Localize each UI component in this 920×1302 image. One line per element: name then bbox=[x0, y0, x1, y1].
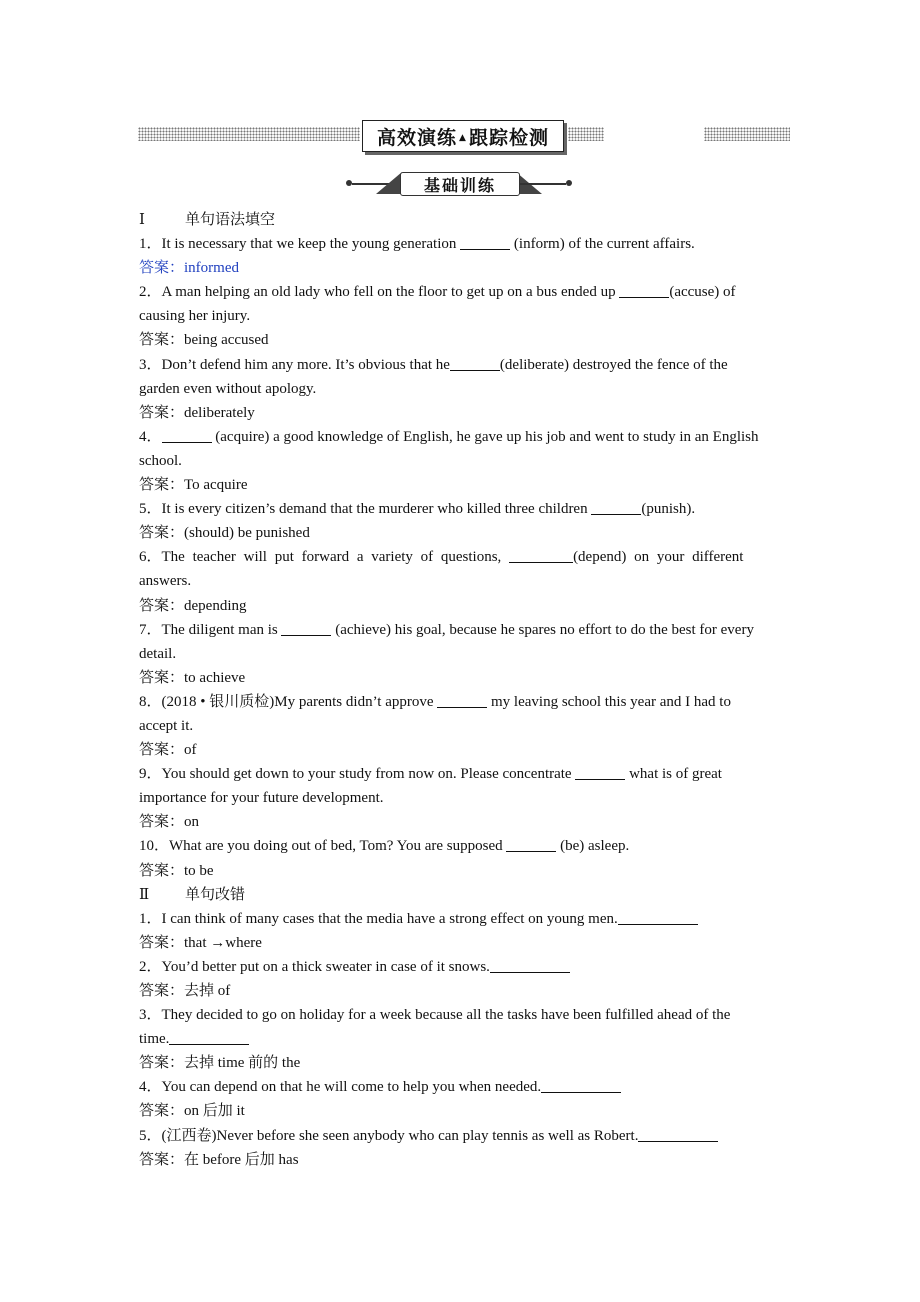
question-9 bbox=[139, 762, 811, 786]
answer-blank[interactable] bbox=[575, 765, 625, 780]
question-text: 3．Don’t defend him any more. It’s obvious that he bbox=[139, 356, 450, 373]
section-title: 单句改错 bbox=[185, 886, 246, 903]
section-heading bbox=[139, 883, 811, 907]
banner-title bbox=[362, 120, 564, 152]
question-3-cont: garden even without apology. bbox=[139, 380, 317, 397]
answer-blank[interactable] bbox=[618, 910, 698, 925]
question-2-cont: causing her injury. bbox=[139, 308, 251, 325]
banner-title-left: 高效演练 bbox=[377, 126, 458, 149]
question-text: 6．The teacher will put forward a variety of questions, bbox=[139, 549, 510, 566]
ornament-triangle-left bbox=[376, 172, 402, 194]
answer-blank[interactable] bbox=[169, 1030, 249, 1045]
question-1 bbox=[139, 232, 811, 256]
question-text: 8．(2018 • 银川质检)My parents didn’t approve bbox=[139, 693, 438, 710]
question-9-cont: importance for your future development. bbox=[139, 790, 384, 807]
answer-blank[interactable] bbox=[460, 235, 510, 250]
correction-4 bbox=[139, 1075, 811, 1099]
correction-5 bbox=[139, 1124, 811, 1148]
answer-blank[interactable] bbox=[490, 958, 570, 973]
question-text: (acquire) a good knowledge of English, he gave up his job and went to study in an English bbox=[211, 428, 759, 445]
question-text: (inform) of the current affairs. bbox=[510, 236, 695, 253]
question-text: my leaving school this year and I had to bbox=[487, 693, 731, 710]
question-text: (punish). bbox=[641, 501, 696, 518]
question-text: 9．You should get down to your study from now on. Please concentrate bbox=[139, 766, 576, 783]
question-7-cont: detail. bbox=[139, 645, 177, 662]
banner-dots-mid bbox=[568, 127, 604, 141]
question-6 bbox=[139, 545, 811, 569]
question-text: time. bbox=[139, 1031, 170, 1048]
correction-1 bbox=[139, 907, 811, 931]
question-text: 10．What are you doing out of bed, Tom? You are supposed bbox=[139, 838, 507, 855]
answer-blank[interactable] bbox=[506, 837, 556, 852]
question-6-cont: answers. bbox=[139, 573, 192, 590]
question-4 bbox=[139, 425, 811, 449]
correction-answer-4: 答案：on 后加 it bbox=[139, 1103, 245, 1120]
question-3 bbox=[139, 353, 811, 377]
answer-4: 答案：To acquire bbox=[139, 477, 248, 494]
question-text: 1．I can think of many cases that the media have a strong effect on young men. bbox=[139, 910, 618, 927]
correction-answer-2: 答案：去掉 of bbox=[139, 983, 231, 999]
subheading-title: 基础训练 bbox=[400, 172, 520, 196]
answer-3: 答案：deliberately bbox=[139, 404, 255, 421]
question-8-cont: accept it. bbox=[139, 717, 194, 734]
question-text: 5．(江西卷)Never before she seen anybody who can play tennis as well as Robert. bbox=[139, 1127, 639, 1144]
question-5 bbox=[139, 497, 811, 521]
banner-title-right: 跟踪检测 bbox=[468, 126, 549, 149]
answer-7: 答案：to achieve bbox=[139, 669, 246, 686]
correction-answer-3: 答案：去掉 time 前的 the bbox=[139, 1055, 301, 1072]
question-text: 5．It is every citizen’s demand that the murderer who killed three children bbox=[139, 501, 592, 518]
question-text: (achieve) his goal, because he spares no effort to do the best for every bbox=[331, 621, 754, 638]
banner-dots-left bbox=[138, 127, 360, 141]
answer-blank[interactable] bbox=[162, 428, 212, 443]
correction-3 bbox=[139, 1003, 811, 1027]
question-8 bbox=[139, 690, 811, 714]
banner-separator-icon: ▲ bbox=[459, 133, 467, 143]
question-text: what is of great bbox=[625, 766, 722, 783]
section-title: 单句语法填空 bbox=[185, 212, 276, 228]
question-text: 3．They decided to go on holiday for a week because all the tasks have been fulfilled ahead of the bbox=[139, 1007, 731, 1024]
answer-5: 答案：(should) be punished bbox=[139, 525, 310, 542]
correction-3-cont bbox=[139, 1027, 811, 1051]
answer-10: 答案：to be bbox=[139, 862, 214, 879]
question-text: (depend) on your different bbox=[573, 549, 744, 566]
question-text: 2．A man helping an old lady who fell on the floor to get up on a bus ended up bbox=[139, 284, 620, 301]
answer-8: 答案：of bbox=[139, 742, 197, 759]
section-numeral: Ⅱ bbox=[139, 886, 150, 903]
section-heading bbox=[139, 208, 811, 232]
banner-dots-right bbox=[704, 127, 790, 141]
ornament-dot-right bbox=[566, 180, 572, 186]
answer-2: 答案：being accused bbox=[139, 332, 269, 349]
subheading-ornament bbox=[346, 170, 572, 198]
question-7 bbox=[139, 618, 811, 642]
question-text: 7．The diligent man is bbox=[139, 621, 282, 638]
question-4-cont: school. bbox=[139, 452, 182, 469]
answer-9: 答案：on bbox=[139, 814, 200, 831]
answer-blank[interactable] bbox=[591, 500, 641, 515]
question-text: (deliberate) destroyed the fence of the bbox=[499, 356, 728, 373]
correction-2 bbox=[139, 955, 811, 979]
answer-6: 答案：depending bbox=[139, 597, 247, 614]
question-2 bbox=[139, 280, 811, 304]
question-text: 4． bbox=[139, 428, 162, 445]
question-10 bbox=[139, 834, 811, 858]
answer-1: 答案：informed bbox=[139, 260, 239, 277]
question-text: (be) asleep. bbox=[556, 838, 630, 855]
answer-blank[interactable] bbox=[437, 693, 487, 708]
section-numeral: Ⅰ bbox=[139, 212, 145, 228]
correction-answer-1: 答案：that →where bbox=[139, 934, 262, 951]
answer-blank[interactable] bbox=[541, 1078, 621, 1093]
answer-blank[interactable] bbox=[638, 1127, 718, 1142]
section-banner bbox=[138, 118, 790, 154]
exercise-content bbox=[139, 208, 811, 1172]
question-text: (accuse) of bbox=[669, 284, 736, 301]
ornament-line-right bbox=[516, 183, 566, 185]
question-text: 4．You can depend on that he will come to help you when needed. bbox=[139, 1079, 542, 1096]
answer-blank[interactable] bbox=[281, 621, 331, 636]
correction-answer-5: 答案：在 before 后加 has bbox=[139, 1151, 299, 1168]
answer-blank[interactable] bbox=[450, 356, 500, 371]
answer-blank[interactable] bbox=[509, 548, 573, 563]
question-text: 2．You’d better put on a thick sweater in case of it snows. bbox=[139, 958, 490, 975]
question-text: 1．It is necessary that we keep the young generation bbox=[139, 236, 461, 253]
answer-blank[interactable] bbox=[619, 283, 669, 298]
